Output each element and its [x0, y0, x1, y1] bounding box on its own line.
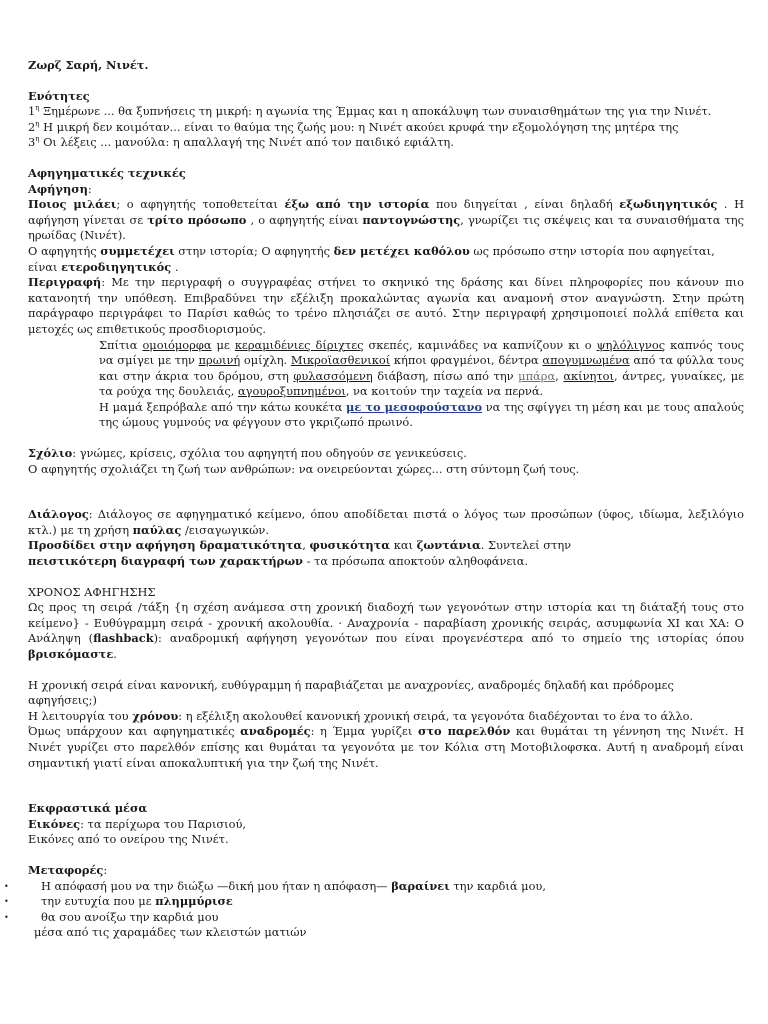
- time-sequence-paragraph: Η χρονική σειρά είναι κανονική, ευθύγραμμη ή παραβιάζεται με αναχρονίες, αναδρομές δηλαδή και πρόδρομες αφηγήσεις;): [28, 677, 674, 708]
- dialogue-paragraph: Διάλογος: Διάλογος σε αφηγηματικό κείμενο, όπου αποδίδεται πιστά ο λόγος των προσώπων (ύφος, ιδίωμα, λεξιλόγιο κτλ.) με τη χρήση παύλας /εισαγωγικών.: [28, 507, 744, 537]
- metaphor-item-1: • Η απόφασή μου να την διώξω —δική μου ήταν η απόφαση— βαραίνει την καρδιά μου,: [28, 879, 744, 895]
- dialogue-gives-line-2: πειστικότερη διαγραφή των χαρακτήρων - τα πρόσωπα αποκτούν αληθοφάνεια.: [28, 554, 529, 569]
- metaphor-item-3: • θα σου ανοίξω την καρδιά μου: [28, 910, 744, 926]
- petticoat-link[interactable]: με το μεσοφούστανο: [346, 399, 483, 414]
- units-heading: Ενότητες: [28, 88, 90, 103]
- unit-item-2: $2^\eta$ Η μικρή δεν κοιμόταν... είναι το θαύμα της ζωής μου: η Νινέτ ακούει κρυφά την εξομολόγηση της μητέρα της: [28, 119, 679, 134]
- description-paragraph: Περιγραφή: Με την περιγραφή ο συγγραφέας στήνει το σκηνικό της δράσης και δίνει πληροφορίες που κάνουν πιο κατανοητή την υπόθεση. Επιβραδύνει την εξέλιξη προκαλώντας αγωνία και αναμονή στον αναγνώστη. Στην πρώτη παράγραφο περιγράφει το Παρίσι καθώς το τρένο πλησιάζει σε αυτό. Στην περιγραφή χρησιμοποιεί πολλά επίθετα και μετοχές ως επιθετικούς προσδιορισμούς.: [28, 275, 744, 336]
- time-heading: ΧΡΟΝΟΣ ΑΦΗΓΗΣΗΣ: [28, 584, 156, 599]
- description-quote-1: Σπίτια ομοιόμορφα με κεραμιδένιες δίριχτες σκεπές, καμινάδες να καπνίζουν κι ο ψηλόλιγνος καπνός τους να σμίγει με την πρωινή ομίχλη. Μικροϊασθενικοί κήποι φραγμένοι, δέντρα απογυμνωμένα από τα φύλλα τους και στην άκρια του δρόμου, στη φυλασσόμενη διάβαση, πίσω από την μπάρα, ακίνητοι, άντρες, γυναίκες, με τα ρούχα της δουλειάς, αγουροξυπνημένοι, να κοιτούν την ταχεία να περνά.: [99, 337, 745, 399]
- comment-line-2: Ο αφηγητής σχολιάζει τη ζωή των ανθρώπων: να ονειρεύονται χώρες... στη σύντομη ζωή τους.: [28, 461, 580, 476]
- narration-label: Αφήγηση:: [28, 181, 92, 196]
- expressive-heading: Εκφραστικά μέσα: [28, 801, 148, 816]
- time-function-paragraph: Η λειτουργία του χρόνου: η εξέλιξη ακολουθεί κανονική χρονική σειρά, τα γεγονότα διαδέχονται το ένα το άλλο.: [28, 708, 694, 723]
- metaphors-label: Μεταφορές:: [28, 862, 108, 877]
- unit-item-1: $1^\eta$ Ξημέρωνε ... θα ξυπνήσεις τη μικρή: η αγωνία της Έμμας και η αποκάλυψη των συναισθημάτων της για την Νινέτ.: [28, 104, 712, 119]
- dialogue-gives: Προσδίδει στην αφήγηση δραματικότητα, φυσικότητα και ζωντάνια. Συντελεί στην: [28, 538, 572, 553]
- images-line-1: Εικόνες: τα περίχωρα του Παρισιού,: [28, 816, 247, 831]
- metaphor-item-2: • την ευτυχία που με πλημμύρισε: [28, 894, 744, 910]
- participates-paragraph: Ο αφηγητής συμμετέχει στην ιστορία; Ο αφηγητής δεν μετέχει καθόλου ως πρόσωπο στην ιστορία που αφηγείται, είναι ετεροδιηγητικός .: [28, 243, 715, 274]
- comment-paragraph: Σχόλιο: γνώμες, κρίσεις, σχόλια του αφηγητή που οδηγούν σε γενικεύσεις.: [28, 446, 467, 461]
- images-line-2: Εικόνες από το ονείρου της Νινέτ.: [28, 832, 229, 847]
- document-page: [28, 58, 744, 941]
- time-flashback-paragraph: Όμως υπάρχουν και αφηγηματικές αναδρομές: η Έμμα γυρίζει στο παρελθόν και θυμάται τη γέννηση της Νινέτ. Η Νινέτ γυρίζει στο παρελθόν επίσης και θυμάται τα γεγονότα με τον Κόλια στη Μοτοβιλοφσκα. Αυτή η αναδρομή είναι σημαντική γιατί είναι αποκαλυπτική για την ζωή της Νινέτ.: [28, 724, 745, 770]
- techniques-heading: Αφηγηματικές τεχνικές: [28, 165, 186, 180]
- metaphor-item-4: μέσα από τις χαραμάδες των κλειστών ματιών: [34, 925, 307, 940]
- document-title: Ζωρζ Σαρή, Νινέτ.: [28, 58, 149, 72]
- who-speaks-paragraph: Ποιος μιλάει; ο αφηγητής τοποθετείται έξω από την ιστορία που διηγείται , είναι δηλαδή εξωδιηγητικός . Η αφήγηση γίνεται σε τρίτο πρόσωπο , ο αφηγητής είναι παντογνώστης, γνωρίζει τις σκέψεις και τα συναισθήματα της ηρωίδας (Νινέτ).: [28, 197, 744, 243]
- time-order-paragraph: Ως προς τη σειρά /τάξη {η σχέση ανάμεσα στη χρονική διαδοχή των γεγονότων στην ιστορία και τη διάταξή τους στο κείμενο} - Ευθύγραμμη σειρά - χρονική ακολουθία. · Αναχρονία - παραβίαση χρονικής σειράς, ασυμφωνία ΧΙ και ΧΑ: Ο Ανάληψη (flashback): αναδρομική αφήγηση γεγονότων που είναι προγενέστερα από το σημείο της ιστορίας όπου βρισκόμαστε.: [28, 600, 744, 661]
- unit-item-3: $3^\eta$ Οι λέξεις ... μανούλα: η απαλλαγή της Νινέτ από τον παιδικό εφιάλτη.: [28, 135, 454, 150]
- description-quote-2: Η μαμά ξεπρόβαλε από την κάτω κουκέτα με το μεσοφούστανο να της σφίγγει τη μέση και με τους απαλούς της ώμους γυμνούς να φέγγουν στο γκριζωπό πρωινό.: [99, 399, 745, 430]
